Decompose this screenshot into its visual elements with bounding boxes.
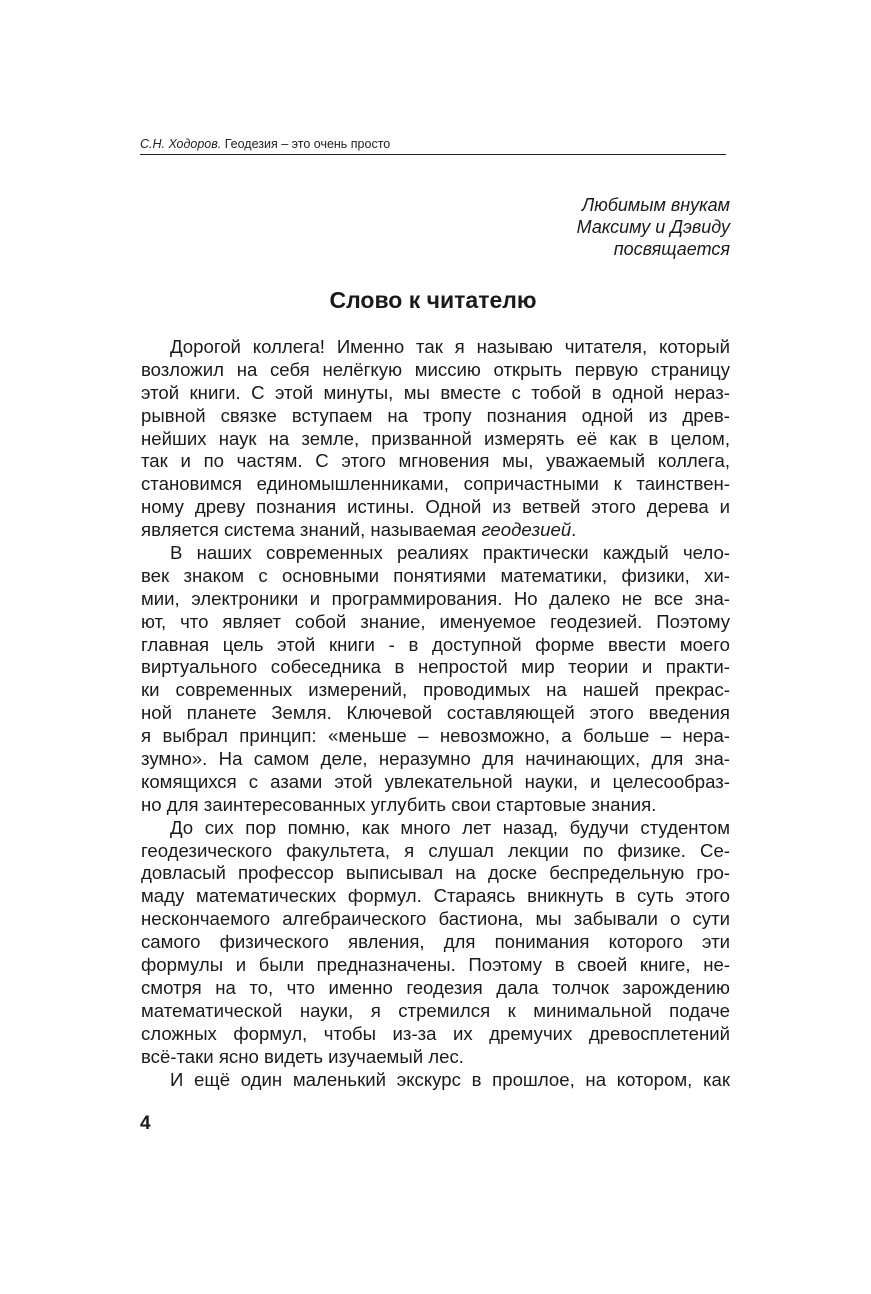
text-line: В наших современных реалиях практически каждый чело- — [170, 542, 730, 564]
dedication-line-2: Максиму и Дэвиду — [576, 217, 730, 237]
text-line: Дорогой коллега! Именно так я называю читателя, который — [170, 336, 730, 357]
text-line: становимся единомышленниками, сопричастными к таинствен- — [141, 473, 730, 495]
dedication-line-1: Любимым внукам — [581, 195, 730, 215]
body-text — [141, 336, 730, 1091]
text-line: рывной связке вступаем на тропу познания одной из древ- — [141, 404, 730, 426]
text-line: виртуального собеседника в непростой мир теории и практи- — [141, 656, 730, 678]
text-line: возложил на себя нелёгкую миссию открыть первую страницу — [141, 358, 730, 380]
text-line: нескончаемого алгебраического бастиона, мы забывали о сути — [141, 908, 730, 930]
text-line: но для заинтересованных углубить свои стартовые знания. — [141, 793, 657, 815]
text-line: всё-таки ясно видеть изучаемый лес. — [141, 1045, 464, 1067]
text-line: ки современных измерений, проводимых на нашей прекрас- — [141, 679, 730, 701]
italic-term-suffix: . — [571, 519, 577, 541]
header-book-title: Геодезия – это очень просто — [224, 137, 391, 151]
header-author: С.Н. Ходоров. — [140, 137, 222, 151]
text-line: самого физического явления, для понимания которого эти — [141, 931, 730, 953]
dedication-line-3: посвящается — [613, 239, 730, 259]
text-line: До сих пор помню, как много лет назад, будучи студентом — [170, 816, 730, 838]
text-line: геодезического факультета, я слушал лекции по физике. Се- — [141, 839, 730, 861]
text-line: ют, что являет собой знание, именуемое геодезией. Поэтому — [141, 610, 730, 632]
text-line: маду математических формул. Стараясь вникнуть в суть этого — [141, 885, 730, 907]
italic-term: геодезией — [481, 519, 572, 541]
text-line: комящихся с азами этой увлекательной науки, и целесообраз- — [141, 770, 730, 792]
text-line: я выбрал принцип: «меньше – невозможно, а больше – нера- — [141, 725, 730, 747]
text-line: математической науки, я стремился к минимальной подаче — [141, 999, 730, 1021]
text-line: зумно». На самом деле, неразумно для начинающих, для зна- — [141, 748, 730, 770]
text-line: нейших наук на земле, призванной измерять её как в целом, — [141, 427, 730, 449]
chapter-title: Слово к читателю — [329, 287, 537, 313]
page-number: 4 — [140, 1113, 151, 1134]
text-line: формулы и были предназначены. Поэтому в своей книге, не- — [141, 954, 730, 976]
text-line: ному древу познания истины. Одной из ветвей этого дерева и — [141, 496, 730, 518]
text-line — [141, 519, 730, 542]
text-line: мии, электроники и программирования. Но далеко не все зна- — [141, 587, 730, 609]
text-line: так и по частям. С этого мгновения мы, уважаемый коллега, — [141, 450, 730, 472]
text-line: век знаком с основными понятиями математики, физики, хи- — [141, 564, 730, 586]
text-line-start: является система знаний, называемая — [141, 519, 482, 541]
dedication — [330, 194, 730, 260]
text-line: И ещё один маленький экскурс в прошлое, на котором, как — [170, 1068, 730, 1090]
text-line: главная цель этой книги - в доступной форме ввести моего — [141, 633, 730, 655]
text-line: ной планете Земля. Ключевой составляющей этого введения — [141, 702, 730, 724]
running-header — [140, 137, 726, 155]
text-line: смотря на то, что именно геодезия дала толчок зарождению — [141, 976, 730, 998]
text-line: этой книги. С этой минуты, мы вместе с тобой в одной нераз- — [141, 381, 730, 403]
text-line: довласый профессор выписывал на доске беспредельную гро- — [141, 862, 730, 884]
text-line: сложных формул, чтобы из-за их дремучих древосплетений — [141, 1022, 730, 1044]
